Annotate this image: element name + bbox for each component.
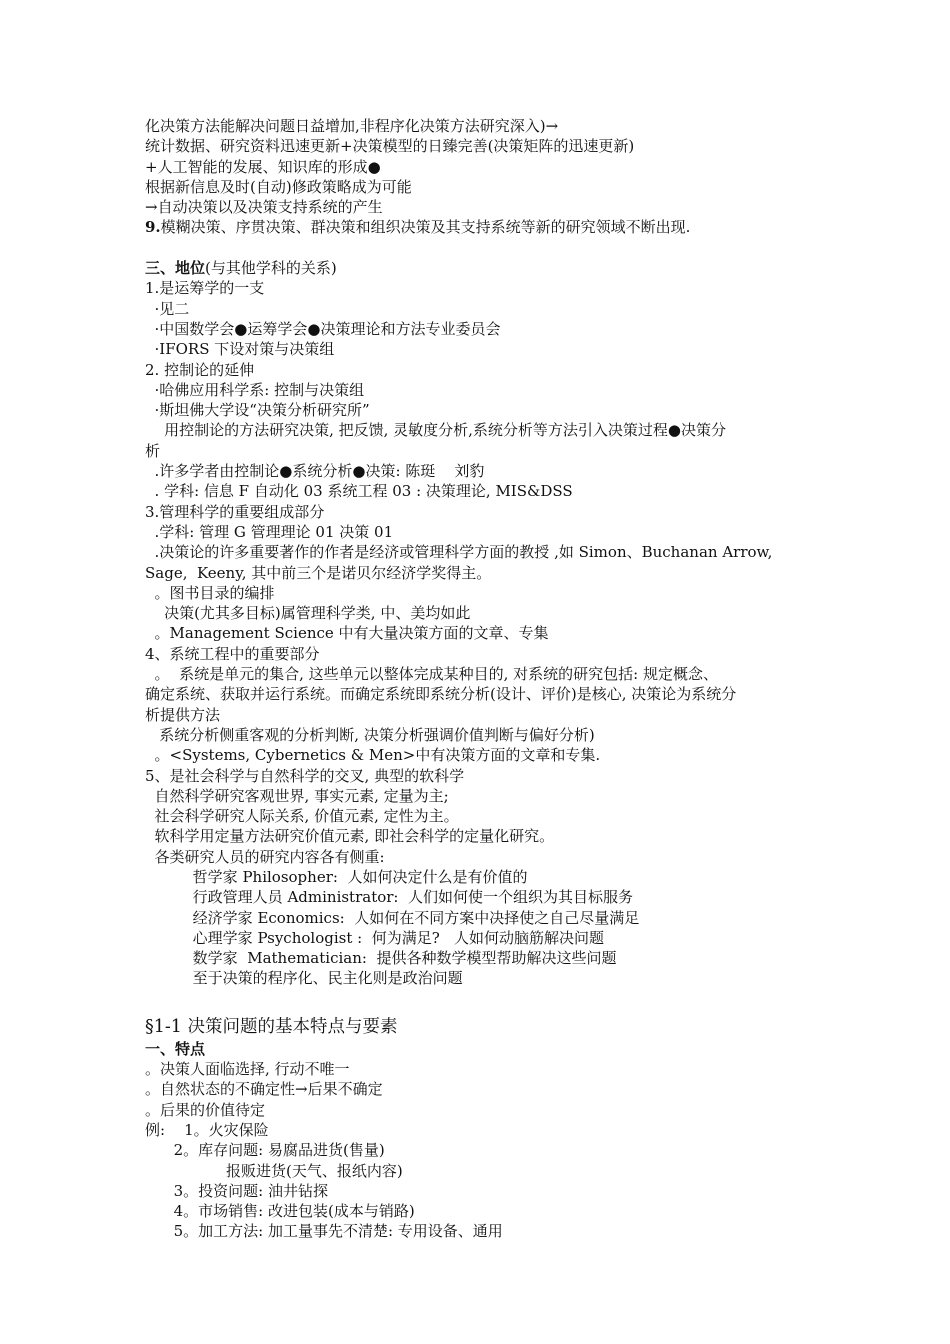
- text-line: 系统分析侧重客观的分析判断, 决策分析强调价值判断与偏好分析): [145, 725, 595, 744]
- text-line: 统计数据、研究资料迅速更新+决策模型的日臻完善(决策矩阵的迅速更新): [145, 137, 635, 156]
- text-line: ·见二: [145, 299, 190, 318]
- text-line: 2. 控制论的延伸: [145, 360, 255, 379]
- section-3-title-note: (与其他学科的关系): [205, 259, 337, 278]
- text-line: 。决策人面临选择, 行动不唯一: [145, 1060, 350, 1079]
- text-line: 4。市场销售: 改进包装(成本与销路): [145, 1202, 415, 1221]
- text-line: 。自然状态的不确定性→后果不确定: [145, 1080, 383, 1099]
- section-3-title: [145, 258, 815, 278]
- text-line: .学科: 管理 G 管理理论 01 决策 01: [145, 522, 394, 541]
- text-line: 2。库存问题: 易腐品进货(售量): [145, 1141, 385, 1160]
- text-line: 哲学家 Philosopher: 人如何决定什么是有价值的: [145, 867, 528, 886]
- text-line: 确定系统、获取并运行系统。而确定系统即系统分析(设计、评价)是核心, 决策论为系统分: [145, 685, 737, 704]
- text-line: ·哈佛应用科学系: 控制与决策组: [145, 380, 365, 399]
- text-line: 决策(尤其多目标)属管理科学类, 中、美均如此: [145, 604, 471, 623]
- section-heading: §1-1 决策问题的基本特点与要素: [145, 1016, 398, 1037]
- text-line: 5。加工方法: 加工量事先不清楚: 专用设备、通用: [145, 1222, 503, 1241]
- text-line: 化决策方法能解决问题日益增加,非程序化决策方法研究深入)→: [145, 117, 559, 135]
- text-line: ·IFORS 下设对策与决策组: [145, 340, 335, 359]
- section-3-body: [145, 278, 815, 988]
- text-line: .决策论的许多重要著作的作者是经济或管理科学方面的教授 ,如 Simon、Buchanan Arrow,: [145, 543, 773, 562]
- text-line: 。<Systems, Cybernetics & Men>中有决策方面的文章和专集.: [145, 746, 601, 765]
- text-line: 3.管理科学的重要组成部分: [145, 502, 325, 521]
- subsection-title: 一、特点: [145, 1039, 206, 1058]
- text-line: 1.是运筹学的一支: [145, 279, 265, 298]
- text-line: ·斯坦佛大学设“决策分析研究所”: [145, 401, 370, 420]
- text-line: .许多学者由控制论●系统分析●决策: 陈珽 刘豹: [145, 462, 485, 481]
- text-line: 数学家 Mathematician: 提供各种数学模型帮助解决这些问题: [145, 949, 617, 968]
- text-line: 各类研究人员的研究内容各有侧重:: [145, 847, 385, 866]
- document-page: [145, 116, 815, 1242]
- text-line: +人工智能的发展、知识库的形成●: [145, 157, 381, 176]
- text-line: 根据新信息及时(自动)修政策略成为可能: [145, 177, 412, 196]
- text-line: 5、是社会科学与自然科学的交叉, 典型的软科学: [145, 766, 465, 785]
- text-line: ·中国数学会●运筹学会●决策理论和方法专业委员会: [145, 319, 501, 338]
- text-line: 。Management Science 中有大量决策方面的文章、专集: [145, 624, 549, 643]
- text-line: 例: 1。火灾保险: [145, 1120, 269, 1139]
- text-line: 软科学用定量方法研究价值元素, 即社会科学的定量化研究。: [145, 827, 555, 846]
- text-line: Sage, Keeny, 其中前三个是诺贝尔经济学奖得主。: [145, 563, 492, 582]
- intro-block: [145, 116, 815, 238]
- text-line: 3。投资问题: 油井钻探: [145, 1181, 328, 1200]
- text-line: 报贩进货(天气、报纸内容): [145, 1161, 403, 1180]
- text-line: 至于决策的程序化、民主化则是政治问题: [145, 969, 463, 988]
- section-3-title-main: 三、地位: [145, 259, 206, 278]
- text-line: 析提供方法: [145, 705, 221, 724]
- text-line: 行政管理人员 Administrator: 人们如何使一个组织为其目标服务: [145, 888, 634, 907]
- text-line: 。 系统是单元的集合, 这些单元以整体完成某种目的, 对系统的研究包括: 规定概念、: [145, 665, 718, 684]
- text-line: 经济学家 Economics: 人如何在不同方案中决择使之自己尽量满足: [145, 908, 640, 927]
- text-line: 心理学家 Psychologist : 何为满足? 人如何动脑筋解决问题: [145, 928, 605, 947]
- item-9-number: 9.: [145, 218, 161, 237]
- text-line: 自然科学研究客观世界, 事实元素, 定量为主;: [145, 786, 449, 805]
- text-line: 4、系统工程中的重要部分: [145, 644, 320, 663]
- item-9: [145, 217, 815, 237]
- text-line: . 学科: 信息 F 自动化 03 系统工程 03 : 决策理论, MIS&DSS: [145, 482, 573, 501]
- text-line: 。图书目录的编排: [145, 583, 275, 602]
- text-line: 用控制论的方法研究决策, 把反馈, 灵敏度分析,系统分析等方法引入决策过程●决策分: [145, 421, 727, 440]
- item-9-text: 模糊决策、序贯决策、群决策和组织决策及其支持系统等新的研究领域不断出现.: [160, 218, 691, 237]
- text-line: 析: [145, 441, 161, 460]
- text-line: 。后果的价值待定: [145, 1100, 266, 1119]
- text-line: 社会科学研究人际关系, 价值元素, 定性为主。: [145, 807, 459, 826]
- features-body: [145, 1059, 815, 1242]
- text-line: →自动决策以及决策支持系统的产生: [145, 198, 383, 217]
